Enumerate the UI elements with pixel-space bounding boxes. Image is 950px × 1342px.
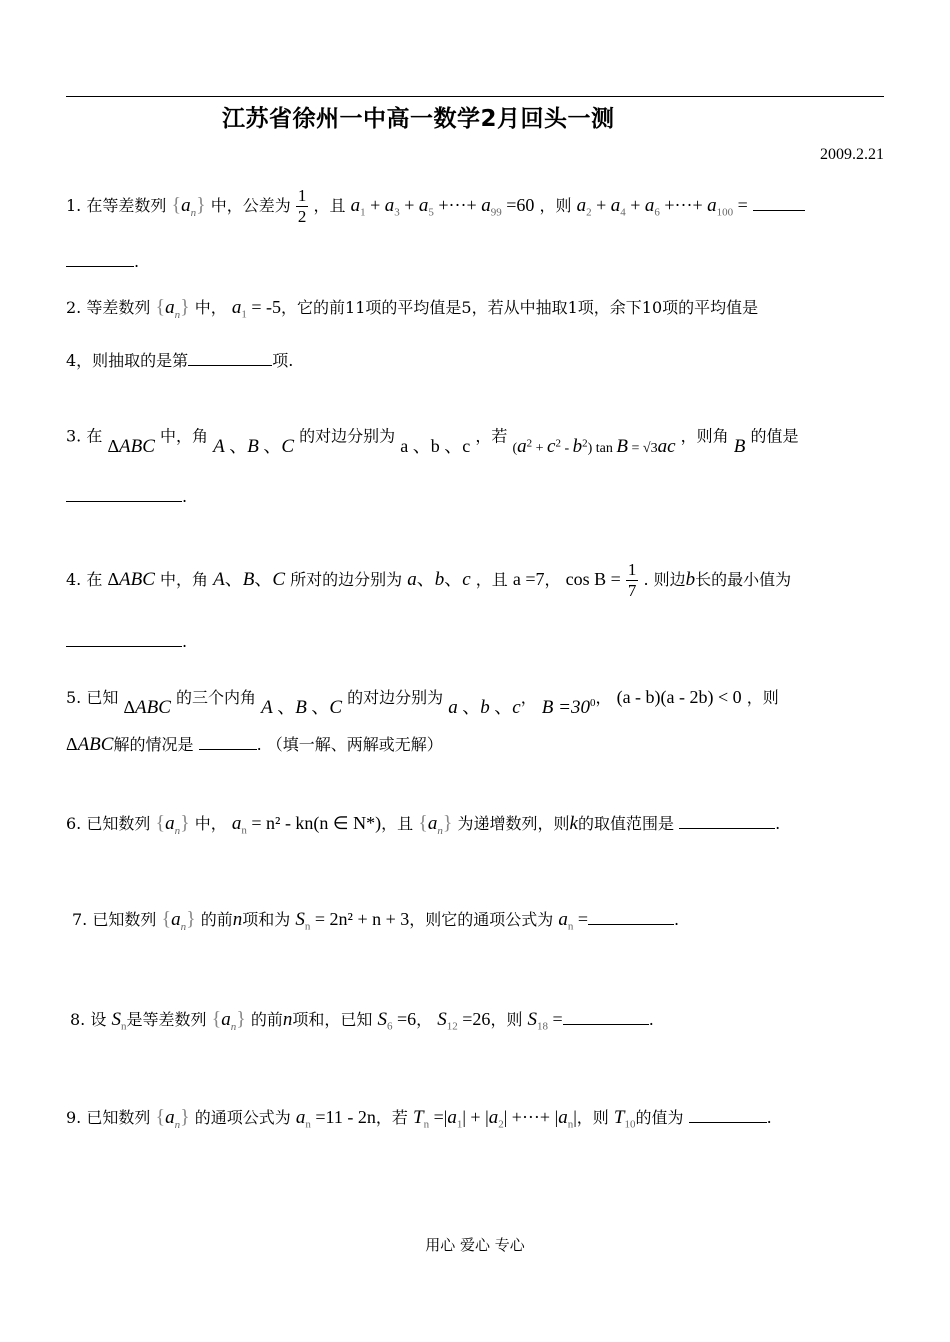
question-4: 4. 在 ΔABC 中，角 A、B、C 所对的边分别为 a、b、c ，且 a =7， cos B = $\frac{1}{7}$ . 则边b长的最小值为 . [66,560,792,651]
answer-blank[interactable] [563,1010,649,1025]
answer-blank[interactable] [66,252,134,267]
question-5: 5. 已知 ΔABC 的三个内角 A 、B 、C 的对边分别为 a 、b 、c， $B =30^0$， (a - b)(a - 2b) < 0 ，则 ΔABC解的情况是 . （填一解、两解或无解） [66,687,779,755]
question-6: 6. 已知数列 $\{a_n\}$ 中， $a_n = n^2 - kn(n$ ∈ N*)，且 $\{a_n\}$ 为递增数列，则k的取值范围是 . [66,812,781,837]
question-9: 9. 已知数列 $\{a_n\}$ 的通项公式为 $a_n =11 - 2n$，若 $T_n =|a_1| + |a_2|$ +···+ $|a_n|$，则 $T_{10}$的值为 . [66,1106,772,1131]
question-3: 3. 在 ΔABC 中，角 A 、B 、C 的对边分别为 a 、b 、c ，若 $(a^2 + c^2 - b^2)$ tan B = √3ac ，则角 B 的值是 . [66,426,799,506]
date-label: 2009.2.21 [820,146,884,163]
page-title: 江苏省徐州一中高一数学2月回头一测 [222,106,615,132]
question-1: 1. 在等差数列 $\{a_n\}$ 中，公差为 $\frac{1}{2}$ ，且 $a_1 + a_3 + a_5$ +···+ $a_{99} =60$ ，则 $a_2 + a_4 + a_6$ +···+ $a_{100}$ = . [66,186,884,273]
answer-blank[interactable] [199,735,257,750]
footer-text: 用心 爱心 专心 [425,1236,525,1254]
question-2: 2. 等差数列 $\{a_n\}$ 中， $a_1 = -5$，它的前11项的平均值是5，若从中抽取1项，余下10项的平均值是 4，则抽取的是第 项. [66,296,759,370]
question-8: 8. 设 $S_n$是等差数列 $\{a_n\}$ 的前n项和，已知 $S_6 =6$， $S_{12} =26$，则 $S_{18}$ = . [70,1008,654,1033]
answer-blank[interactable] [66,632,182,647]
answer-blank[interactable] [689,1108,767,1123]
header-rule [66,96,884,97]
answer-blank[interactable] [588,910,674,925]
answer-blank[interactable] [188,351,272,366]
question-7: 7. 已知数列 $\{a_n\}$ 的前n项和为 $S_n = 2n^2 + n + 3$，则它的通项公式为 $a_n$ = . [72,908,680,933]
fraction-half: $\frac{1}{2}$ [297,186,307,226]
answer-blank[interactable] [753,196,805,211]
answer-blank[interactable] [66,487,182,502]
answer-blank[interactable] [679,814,775,829]
